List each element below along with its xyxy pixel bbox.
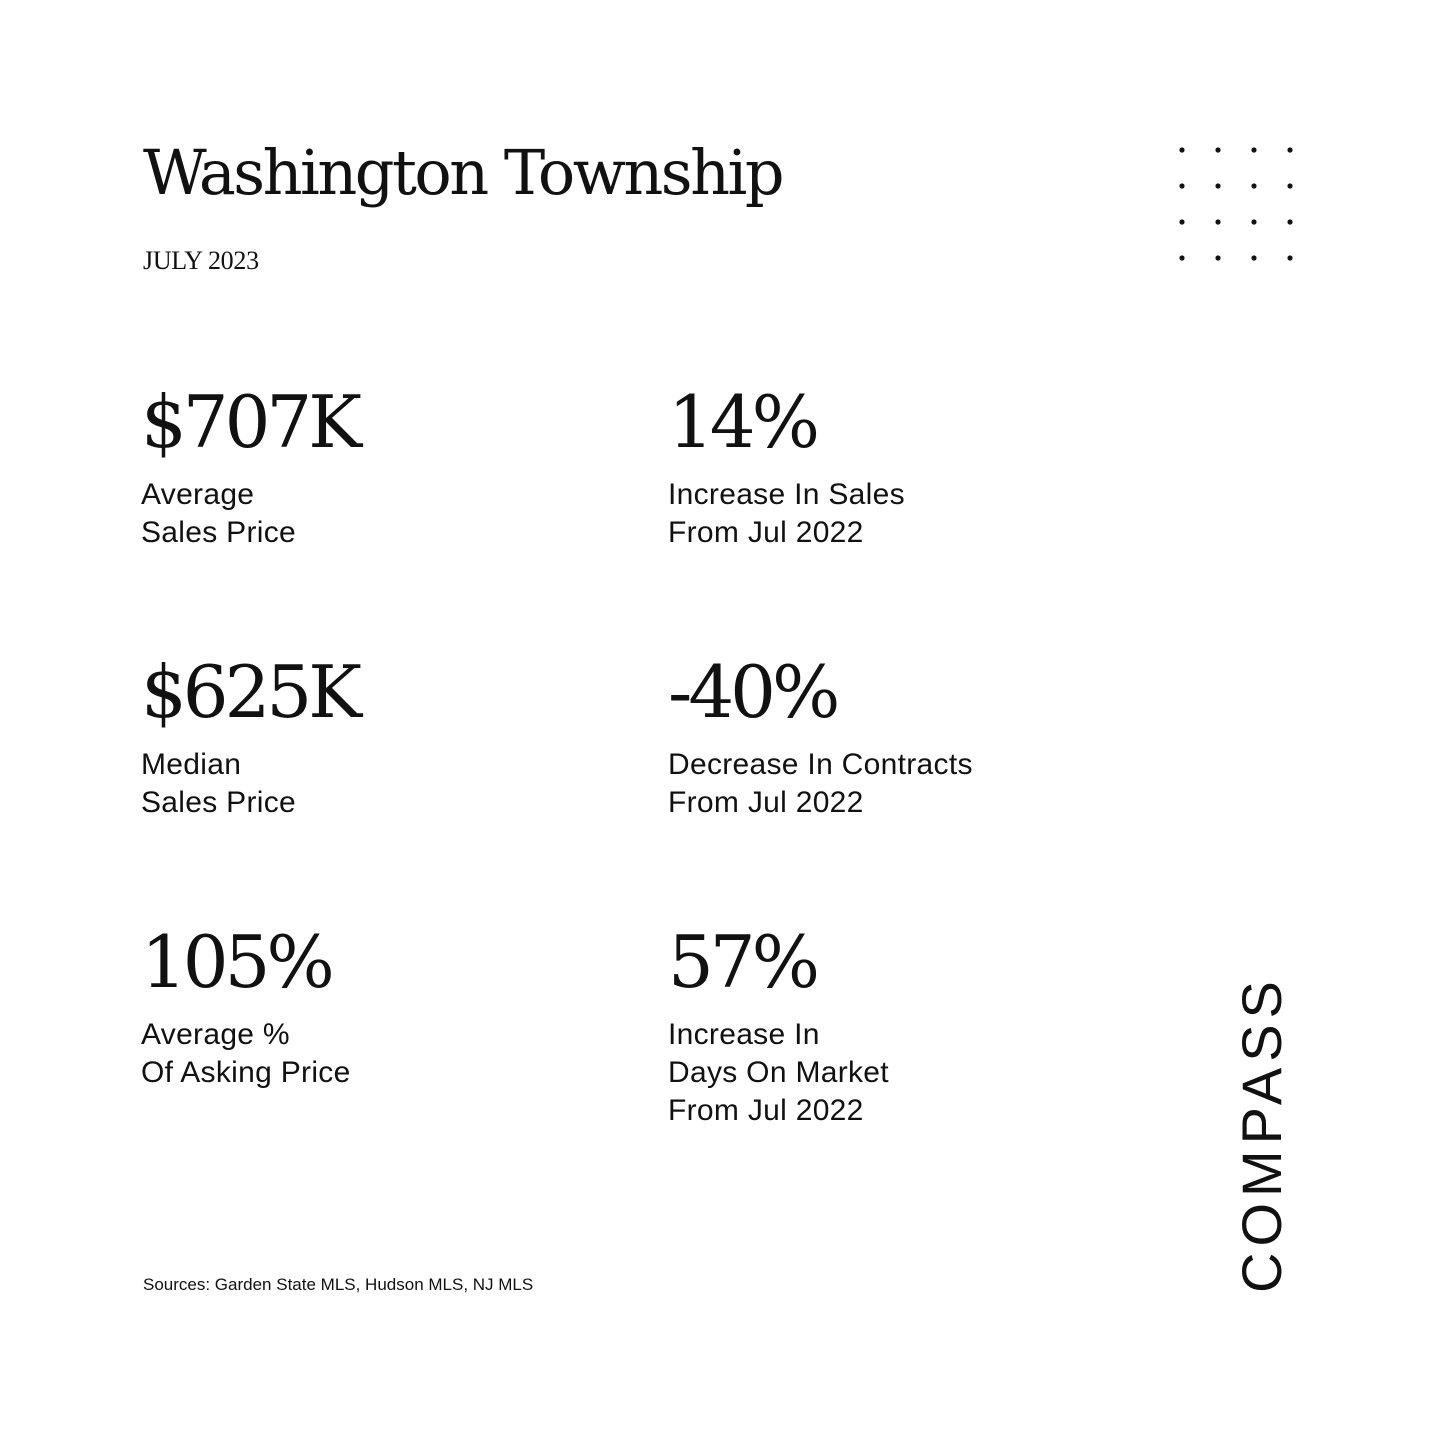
- stat-label-line: Increase In: [668, 1018, 820, 1051]
- stat-label-line: From Jul 2022: [668, 516, 864, 549]
- stat-label: [141, 476, 621, 552]
- stat-label: [668, 746, 1148, 822]
- stat-label-line: From Jul 2022: [668, 1094, 864, 1127]
- stat-average-sales-price: [141, 380, 621, 552]
- stat-decrease-in-contracts: [668, 650, 1148, 822]
- stat-label-line: Days On Market: [668, 1056, 889, 1089]
- stat-value: $625K: [141, 650, 359, 734]
- stat-label-line: From Jul 2022: [668, 786, 864, 819]
- stat-label-line: Increase In Sales: [668, 478, 905, 511]
- stat-label-line: Decrease In Contracts: [668, 748, 973, 781]
- stat-increase-in-sales: [668, 380, 1148, 552]
- stat-value: 57%: [668, 920, 817, 1004]
- stat-median-sales-price: [141, 650, 621, 822]
- stat-label-line: Median: [141, 748, 242, 781]
- stat-value: 14%: [668, 380, 817, 464]
- sources-footnote: Sources: Garden State MLS, Hudson MLS, NJ MLS: [143, 1275, 534, 1294]
- stat-label: [668, 1016, 1148, 1130]
- stat-label: [141, 1016, 621, 1092]
- stat-label: [141, 746, 621, 822]
- stat-value: $707K: [141, 380, 359, 464]
- stat-label: [668, 476, 1148, 552]
- stat-label-line: Average: [141, 478, 255, 511]
- stat-label-line: Of Asking Price: [141, 1056, 351, 1089]
- compass-logo-text: COMPASS: [1230, 975, 1293, 1293]
- page-title: Washington Township: [143, 136, 783, 209]
- stat-label-line: Sales Price: [141, 516, 297, 549]
- report-date: JULY 2023: [143, 246, 259, 275]
- stat-average-of-asking-price: [141, 920, 621, 1092]
- stat-increase-in-days-on-market: [668, 920, 1148, 1130]
- stat-value: -40%: [668, 650, 837, 734]
- stat-label-line: Sales Price: [141, 786, 297, 819]
- stat-label-line: Average %: [141, 1018, 290, 1051]
- dot-grid-icon: [1178, 146, 1296, 264]
- stat-value: 105%: [141, 920, 331, 1004]
- compass-logo: [1230, 955, 1293, 1295]
